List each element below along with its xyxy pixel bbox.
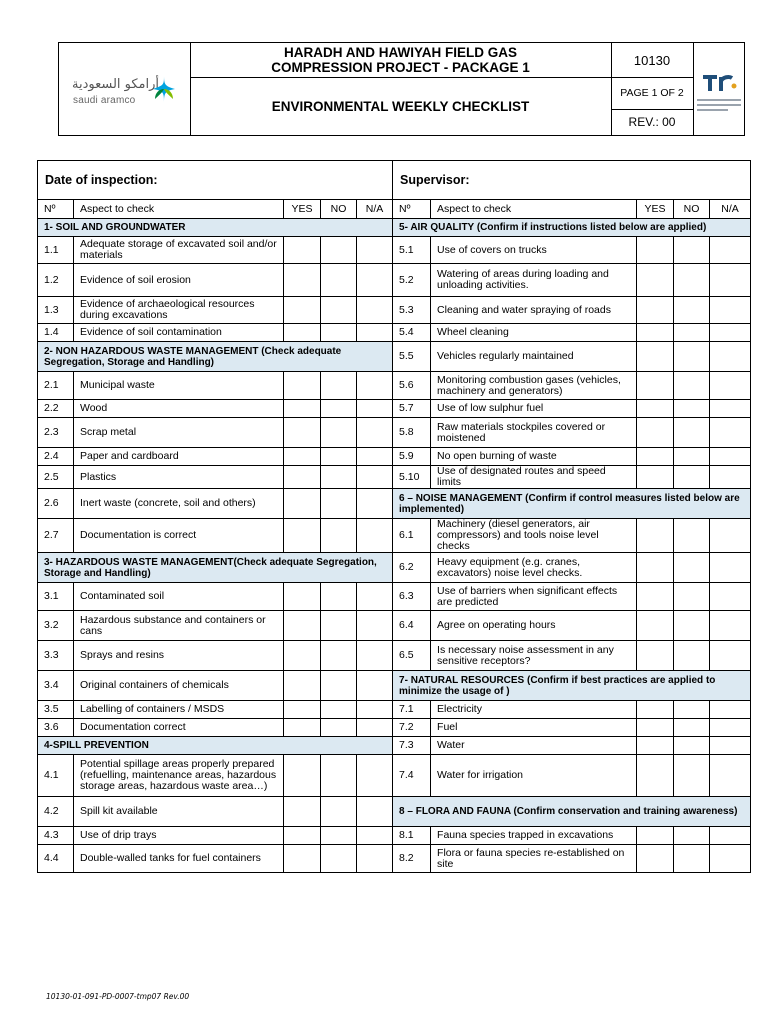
item-number-left: 2.5 — [38, 466, 74, 489]
item-number-right: 7.4 — [393, 755, 431, 797]
item-number-right: 5.5 — [393, 342, 431, 372]
yes-checkbox-cell-right[interactable] — [637, 553, 674, 583]
na-checkbox-cell-left[interactable] — [357, 583, 393, 611]
no-checkbox-cell-right[interactable] — [674, 400, 710, 418]
table-row — [38, 553, 751, 583]
na-checkbox-cell-left[interactable] — [357, 418, 393, 448]
table-row — [38, 400, 751, 418]
project-title-line1: HARADH AND HAWIYAH FIELD GAS — [283, 45, 517, 60]
item-number-right: 5.7 — [393, 400, 431, 418]
yes-checkbox-cell-right[interactable] — [637, 641, 674, 671]
project-title — [190, 43, 612, 78]
yes-checkbox-cell-right[interactable] — [637, 701, 674, 719]
col-header-number-left: Nº — [38, 200, 74, 219]
item-number-left: 1.2 — [38, 264, 74, 297]
item-aspect-left: Double-walled tanks for fuel containers — [74, 845, 284, 873]
supervisor-field[interactable]: Supervisor: — [393, 161, 751, 200]
item-aspect-right: Heavy equipment (e.g. cranes, excavators) noise level checks. — [431, 553, 637, 583]
no-checkbox-cell-left[interactable] — [321, 755, 357, 797]
table-row — [38, 372, 751, 400]
item-aspect-right: Use of covers on trucks — [431, 237, 637, 264]
na-checkbox-cell-right[interactable] — [710, 641, 751, 671]
na-checkbox-cell-left[interactable] — [357, 372, 393, 400]
no-checkbox-cell-right[interactable] — [674, 448, 710, 466]
logo-arabic-text: أرامكو السعودية — [72, 77, 160, 92]
item-aspect-left: Labelling of containers / MSDS — [74, 701, 284, 719]
na-checkbox-cell-right[interactable] — [710, 701, 751, 719]
item-aspect-right: No open burning of waste — [431, 448, 637, 466]
yes-checkbox-cell-left[interactable] — [284, 297, 321, 324]
contractor-logo — [693, 43, 744, 135]
table-row — [38, 827, 751, 845]
no-checkbox-cell-right[interactable] — [674, 755, 710, 797]
no-checkbox-cell-left[interactable] — [321, 372, 357, 400]
item-number-left: 3.1 — [38, 583, 74, 611]
saudi-aramco-logo — [59, 43, 191, 135]
logo-latin-text: saudi aramco — [73, 95, 136, 106]
na-checkbox-cell-right[interactable] — [710, 448, 751, 466]
na-checkbox-cell-left[interactable] — [357, 400, 393, 418]
yes-checkbox-cell-left[interactable] — [284, 372, 321, 400]
item-aspect-left: Spill kit available — [74, 797, 284, 827]
yes-checkbox-cell-left[interactable] — [284, 519, 321, 553]
yes-checkbox-cell-right[interactable] — [637, 297, 674, 324]
item-number-left: 1.3 — [38, 297, 74, 324]
na-checkbox-cell-right[interactable] — [710, 237, 751, 264]
na-checkbox-cell-left[interactable] — [357, 641, 393, 671]
na-checkbox-cell-right[interactable] — [710, 827, 751, 845]
yes-checkbox-cell-left[interactable] — [284, 264, 321, 297]
item-aspect-right: Raw materials stockpiles covered or moistened — [431, 418, 637, 448]
item-aspect-right: Electricity — [431, 701, 637, 719]
yes-checkbox-cell-left[interactable] — [284, 237, 321, 264]
na-checkbox-cell-left[interactable] — [357, 297, 393, 324]
no-checkbox-cell-left[interactable] — [321, 297, 357, 324]
item-aspect-left: Evidence of archaeological resources during excavations — [74, 297, 284, 324]
no-checkbox-cell-right[interactable] — [674, 297, 710, 324]
item-number-left: 2.3 — [38, 418, 74, 448]
na-checkbox-cell-left[interactable] — [357, 827, 393, 845]
yes-checkbox-cell-left[interactable] — [284, 611, 321, 641]
no-checkbox-cell-right[interactable] — [674, 845, 710, 873]
yes-checkbox-cell-right[interactable] — [637, 372, 674, 400]
item-number-right: 5.9 — [393, 448, 431, 466]
item-aspect-right: Fauna species trapped in excavations — [431, 827, 637, 845]
table-row — [38, 489, 751, 519]
no-checkbox-cell-right[interactable] — [674, 611, 710, 641]
na-checkbox-cell-left[interactable] — [357, 264, 393, 297]
yes-checkbox-cell-left[interactable] — [284, 324, 321, 342]
item-aspect-left: Original containers of chemicals — [74, 671, 284, 701]
no-checkbox-cell-right[interactable] — [674, 466, 710, 489]
na-checkbox-cell-right[interactable] — [710, 466, 751, 489]
item-number-right: 8.2 — [393, 845, 431, 873]
item-number-left: 3.5 — [38, 701, 74, 719]
no-checkbox-cell-left[interactable] — [321, 701, 357, 719]
no-checkbox-cell-left[interactable] — [321, 611, 357, 641]
item-number-right: 7.3 — [393, 737, 431, 755]
na-checkbox-cell-right[interactable] — [710, 737, 751, 755]
item-aspect-right: Vehicles regularly maintained — [431, 342, 637, 372]
doc-number: 10130 — [611, 43, 694, 78]
col-header-yes-left: YES — [284, 200, 321, 219]
table-row — [38, 237, 751, 264]
col-header-aspect-left: Aspect to check — [74, 200, 284, 219]
item-number-right: 6.5 — [393, 641, 431, 671]
item-aspect-left: Wood — [74, 400, 284, 418]
item-aspect-right: Flora or fauna species re-established on site — [431, 845, 637, 873]
no-checkbox-cell-left[interactable] — [321, 418, 357, 448]
na-checkbox-cell-right[interactable] — [710, 324, 751, 342]
section-header-left: 1- SOIL AND GROUNDWATER — [38, 219, 393, 237]
no-checkbox-cell-left[interactable] — [321, 448, 357, 466]
no-checkbox-cell-right[interactable] — [674, 372, 710, 400]
item-aspect-right: Use of barriers when significant effects are predicted — [431, 583, 637, 611]
item-number-left: 2.7 — [38, 519, 74, 553]
yes-checkbox-cell-left[interactable] — [284, 827, 321, 845]
item-aspect-left: Potential spillage areas properly prepared (refuelling, maintenance areas, hazardous storage areas, hazardous waste area…) — [74, 755, 284, 797]
yes-checkbox-cell-left[interactable] — [284, 671, 321, 701]
yes-checkbox-cell-right[interactable] — [637, 755, 674, 797]
na-checkbox-cell-left[interactable] — [357, 448, 393, 466]
no-checkbox-cell-left[interactable] — [321, 797, 357, 827]
yes-checkbox-cell-right[interactable] — [637, 737, 674, 755]
table-row — [38, 671, 751, 701]
item-aspect-left: Use of drip trays — [74, 827, 284, 845]
section-header-left: 3- HAZARDOUS WASTE MANAGEMENT(Check adequate Segregation, Storage and Handling) — [38, 553, 393, 583]
table-row — [38, 342, 751, 372]
no-checkbox-cell-right[interactable] — [674, 737, 710, 755]
item-number-right: 6.4 — [393, 611, 431, 641]
item-number-right: 6.2 — [393, 553, 431, 583]
na-checkbox-cell-right[interactable] — [710, 372, 751, 400]
table-row — [38, 611, 751, 641]
no-checkbox-cell-right[interactable] — [674, 827, 710, 845]
col-header-na-left: N/A — [357, 200, 393, 219]
item-number-right: 5.6 — [393, 372, 431, 400]
na-checkbox-cell-left[interactable] — [357, 237, 393, 264]
yes-checkbox-cell-right[interactable] — [637, 583, 674, 611]
item-number-left: 3.4 — [38, 671, 74, 701]
column-header-row — [38, 200, 751, 219]
table-row — [38, 418, 751, 448]
date-of-inspection-field[interactable]: Date of inspection: — [38, 161, 393, 200]
table-row — [38, 219, 751, 237]
item-aspect-left: Plastics — [74, 466, 284, 489]
item-aspect-left: Inert waste (concrete, soil and others) — [74, 489, 284, 519]
checklist-rows — [38, 219, 751, 873]
yes-checkbox-cell-left[interactable] — [284, 583, 321, 611]
yes-checkbox-cell-left[interactable] — [284, 641, 321, 671]
item-number-left: 4.2 — [38, 797, 74, 827]
yes-checkbox-cell-right[interactable] — [637, 519, 674, 553]
no-checkbox-cell-right[interactable] — [674, 237, 710, 264]
item-number-left: 2.4 — [38, 448, 74, 466]
na-checkbox-cell-right[interactable] — [710, 553, 751, 583]
no-checkbox-cell-right[interactable] — [674, 342, 710, 372]
yes-checkbox-cell-right[interactable] — [637, 400, 674, 418]
table-row — [38, 264, 751, 297]
no-checkbox-cell-left[interactable] — [321, 324, 357, 342]
page-indicator: PAGE 1 OF 2 — [611, 77, 694, 110]
item-aspect-left: Documentation is correct — [74, 519, 284, 553]
item-aspect-right: Water for irrigation — [431, 755, 637, 797]
no-checkbox-cell-left[interactable] — [321, 641, 357, 671]
na-checkbox-cell-right[interactable] — [710, 297, 751, 324]
revision-label: REV.: 00 — [611, 109, 694, 135]
yes-checkbox-cell-left[interactable] — [284, 448, 321, 466]
item-number-right: 7.1 — [393, 701, 431, 719]
table-row — [38, 845, 751, 873]
no-checkbox-cell-right[interactable] — [674, 418, 710, 448]
item-aspect-left: Evidence of soil contamination — [74, 324, 284, 342]
yes-checkbox-cell-left[interactable] — [284, 489, 321, 519]
item-number-left: 2.2 — [38, 400, 74, 418]
no-checkbox-cell-left[interactable] — [321, 719, 357, 737]
section-header-right: 5- AIR QUALITY (Confirm if instructions listed below are applied) — [393, 219, 751, 237]
aramco-star-icon — [149, 73, 179, 105]
na-checkbox-cell-right[interactable] — [710, 342, 751, 372]
item-number-left: 2.1 — [38, 372, 74, 400]
yes-checkbox-cell-left[interactable] — [284, 701, 321, 719]
na-checkbox-cell-right[interactable] — [710, 755, 751, 797]
table-row — [38, 737, 751, 755]
table-row — [38, 297, 751, 324]
no-checkbox-cell-right[interactable] — [674, 519, 710, 553]
na-checkbox-cell-right[interactable] — [710, 400, 751, 418]
item-number-left: 4.1 — [38, 755, 74, 797]
na-checkbox-cell-left[interactable] — [357, 719, 393, 737]
no-checkbox-cell-left[interactable] — [321, 489, 357, 519]
no-checkbox-cell-left[interactable] — [321, 400, 357, 418]
na-checkbox-cell-left[interactable] — [357, 489, 393, 519]
item-number-right: 5.4 — [393, 324, 431, 342]
table-row — [38, 641, 751, 671]
yes-checkbox-cell-right[interactable] — [637, 324, 674, 342]
item-aspect-left: Adequate storage of excavated soil and/or materials — [74, 237, 284, 264]
section-header-left: 4-SPILL PREVENTION — [38, 737, 393, 755]
table-row — [38, 448, 751, 466]
table-row — [38, 466, 751, 489]
na-checkbox-cell-right[interactable] — [710, 418, 751, 448]
item-number-left: 3.2 — [38, 611, 74, 641]
na-checkbox-cell-left[interactable] — [357, 519, 393, 553]
na-checkbox-cell-right[interactable] — [710, 719, 751, 737]
item-number-right: 5.10 — [393, 466, 431, 489]
section-header-right: 8 – FLORA AND FAUNA (Confirm conservation and training awareness) — [393, 797, 751, 827]
document-header — [58, 42, 745, 136]
item-aspect-right: Use of designated routes and speed limits — [431, 466, 637, 489]
no-checkbox-cell-left[interactable] — [321, 583, 357, 611]
item-number-right: 7.2 — [393, 719, 431, 737]
yes-checkbox-cell-right[interactable] — [637, 719, 674, 737]
na-checkbox-cell-left[interactable] — [357, 755, 393, 797]
table-row — [38, 324, 751, 342]
item-aspect-right: Watering of areas during loading and unloading activities. — [431, 264, 637, 297]
yes-checkbox-cell-right[interactable] — [637, 466, 674, 489]
item-number-left: 1.1 — [38, 237, 74, 264]
item-number-right: 5.8 — [393, 418, 431, 448]
table-row — [38, 755, 751, 797]
section-header-right: 6 – NOISE MANAGEMENT (Confirm if control measures listed below are implemented) — [393, 489, 751, 519]
project-title-line2: COMPRESSION PROJECT - PACKAGE 1 — [271, 60, 530, 75]
na-checkbox-cell-left[interactable] — [357, 671, 393, 701]
table-row — [38, 519, 751, 553]
item-number-right: 6.3 — [393, 583, 431, 611]
document-footer-code: 10130-01-091-PD-0007-tmp07 Rev.00 — [46, 992, 190, 1001]
table-title-row — [38, 161, 751, 200]
item-number-left: 2.6 — [38, 489, 74, 519]
na-checkbox-cell-left[interactable] — [357, 797, 393, 827]
checklist-table — [37, 160, 751, 873]
no-checkbox-cell-right[interactable] — [674, 324, 710, 342]
yes-checkbox-cell-left[interactable] — [284, 719, 321, 737]
no-checkbox-cell-left[interactable] — [321, 237, 357, 264]
item-aspect-right: Monitoring combustion gases (vehicles, machinery and generators) — [431, 372, 637, 400]
no-checkbox-cell-right[interactable] — [674, 553, 710, 583]
item-aspect-right: Machinery (diesel generators, air compressors) and tools noise level checks — [431, 519, 637, 553]
yes-checkbox-cell-left[interactable] — [284, 418, 321, 448]
yes-checkbox-cell-left[interactable] — [284, 466, 321, 489]
yes-checkbox-cell-left[interactable] — [284, 845, 321, 873]
na-checkbox-cell-right[interactable] — [710, 519, 751, 553]
col-header-no-left: NO — [321, 200, 357, 219]
item-number-right: 5.2 — [393, 264, 431, 297]
yes-checkbox-cell-right[interactable] — [637, 264, 674, 297]
item-aspect-right: Agree on operating hours — [431, 611, 637, 641]
tr-logo-icon — [699, 71, 739, 95]
item-number-left: 3.3 — [38, 641, 74, 671]
section-header-left: 2- NON HAZARDOUS WASTE MANAGEMENT (Check adequate Segregation, Storage and Handling) — [38, 342, 393, 372]
na-checkbox-cell-right[interactable] — [710, 583, 751, 611]
item-aspect-right: Use of low sulphur fuel — [431, 400, 637, 418]
na-checkbox-cell-right[interactable] — [710, 611, 751, 641]
item-aspect-left: Municipal waste — [74, 372, 284, 400]
col-header-aspect-right: Aspect to check — [431, 200, 637, 219]
table-row — [38, 719, 751, 737]
item-number-right: 6.1 — [393, 519, 431, 553]
no-checkbox-cell-left[interactable] — [321, 827, 357, 845]
no-checkbox-cell-right[interactable] — [674, 719, 710, 737]
item-number-left: 4.4 — [38, 845, 74, 873]
item-aspect-right: Fuel — [431, 719, 637, 737]
item-aspect-right: Cleaning and water spraying of roads — [431, 297, 637, 324]
no-checkbox-cell-left[interactable] — [321, 519, 357, 553]
item-number-right: 8.1 — [393, 827, 431, 845]
item-number-right: 5.3 — [393, 297, 431, 324]
na-checkbox-cell-left[interactable] — [357, 324, 393, 342]
no-checkbox-cell-left[interactable] — [321, 671, 357, 701]
item-aspect-right: Water — [431, 737, 637, 755]
yes-checkbox-cell-right[interactable] — [637, 237, 674, 264]
yes-checkbox-cell-left[interactable] — [284, 755, 321, 797]
yes-checkbox-cell-right[interactable] — [637, 418, 674, 448]
na-checkbox-cell-left[interactable] — [357, 611, 393, 641]
item-aspect-left: Contaminated soil — [74, 583, 284, 611]
yes-checkbox-cell-left[interactable] — [284, 797, 321, 827]
na-checkbox-cell-left[interactable] — [357, 845, 393, 873]
col-header-yes-right: YES — [637, 200, 674, 219]
checklist-title: ENVIRONMENTAL WEEKLY CHECKLIST — [190, 77, 612, 135]
table-row — [38, 701, 751, 719]
yes-checkbox-cell-right[interactable] — [637, 845, 674, 873]
contractor-logo-text-lines — [697, 99, 741, 114]
item-aspect-left: Hazardous substance and containers or cans — [74, 611, 284, 641]
item-aspect-left: Evidence of soil erosion — [74, 264, 284, 297]
no-checkbox-cell-right[interactable] — [674, 641, 710, 671]
item-aspect-left: Scrap metal — [74, 418, 284, 448]
no-checkbox-cell-right[interactable] — [674, 264, 710, 297]
yes-checkbox-cell-right[interactable] — [637, 827, 674, 845]
no-checkbox-cell-right[interactable] — [674, 583, 710, 611]
table-row — [38, 583, 751, 611]
yes-checkbox-cell-right[interactable] — [637, 342, 674, 372]
no-checkbox-cell-right[interactable] — [674, 701, 710, 719]
item-number-left: 1.4 — [38, 324, 74, 342]
item-aspect-right: Is necessary noise assessment in any sensitive receptors? — [431, 641, 637, 671]
col-header-no-right: NO — [674, 200, 710, 219]
yes-checkbox-cell-right[interactable] — [637, 448, 674, 466]
na-checkbox-cell-right[interactable] — [710, 264, 751, 297]
yes-checkbox-cell-left[interactable] — [284, 400, 321, 418]
na-checkbox-cell-right[interactable] — [710, 845, 751, 873]
item-aspect-right: Wheel cleaning — [431, 324, 637, 342]
no-checkbox-cell-left[interactable] — [321, 264, 357, 297]
item-aspect-left: Sprays and resins — [74, 641, 284, 671]
na-checkbox-cell-left[interactable] — [357, 466, 393, 489]
no-checkbox-cell-left[interactable] — [321, 845, 357, 873]
item-aspect-left: Paper and cardboard — [74, 448, 284, 466]
item-number-left: 4.3 — [38, 827, 74, 845]
na-checkbox-cell-left[interactable] — [357, 701, 393, 719]
yes-checkbox-cell-right[interactable] — [637, 611, 674, 641]
col-header-number-right: Nº — [393, 200, 431, 219]
table-row — [38, 797, 751, 827]
col-header-na-right: N/A — [710, 200, 751, 219]
item-number-left: 3.6 — [38, 719, 74, 737]
item-number-right: 5.1 — [393, 237, 431, 264]
no-checkbox-cell-left[interactable] — [321, 466, 357, 489]
section-header-right: 7- NATURAL RESOURCES (Confirm if best practices are applied to minimize the usage of ) — [393, 671, 751, 701]
item-aspect-left: Documentation correct — [74, 719, 284, 737]
